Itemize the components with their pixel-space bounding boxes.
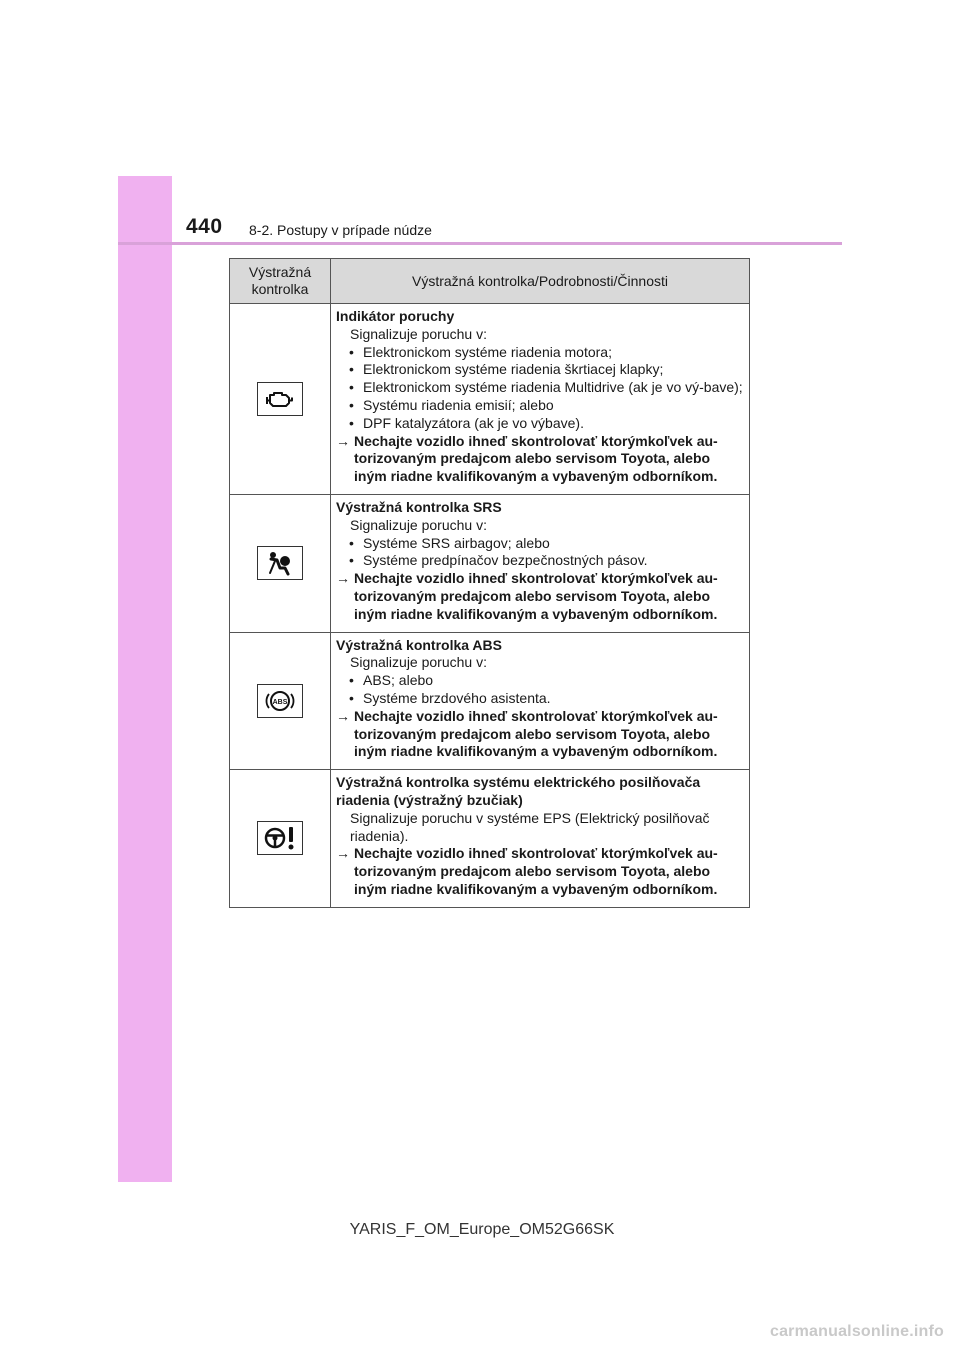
details-cell [331, 770, 750, 908]
arrow-right-icon: → [336, 432, 350, 449]
row-title: Výstražná kontrolka SRS [336, 498, 502, 515]
watermark: carmanualsonline.info [769, 1323, 944, 1340]
table-row [230, 770, 750, 908]
row-title: Výstražná kontrolka ABS [336, 636, 502, 653]
arrow-right-icon: → [336, 570, 350, 587]
header-divider [118, 242, 842, 245]
action-text: Nechajte vozidlo ihneď skontrolovať ktorýmkoľvek au-torizovaným predajcom alebo servisom Toyota, alebo iným riadne kvalifikovaným a vybaveným odborníkom. [354, 570, 718, 622]
list-item: • ABS; alebo [336, 672, 745, 690]
table-row [230, 632, 750, 770]
list-item: • Elektronickom systéme riadenia Multidrive (ak je vo vý-bave); [336, 379, 745, 397]
row-intro: Signalizuje poruchu v: [350, 516, 487, 533]
chapter-title: 8-2. Postupy v prípade núdze [249, 222, 432, 238]
action-text: Nechajte vozidlo ihneď skontrolovať ktorýmkoľvek au-torizovaným predajcom alebo servisom Toyota, alebo iným riadne kvalifikovaným a vybaveným odborníkom. [354, 432, 718, 485]
bullet-list [336, 535, 745, 571]
list-item: • Elektronickom systéme riadenia škrtiacej klapky; [336, 361, 745, 379]
action-text: Nechajte vozidlo ihneď skontrolovať ktorýmkoľvek au-torizovaným predajcom alebo servisom Toyota, alebo iným riadne kvalifikovaným a vybaveným odborníkom. [354, 845, 718, 897]
table-row [230, 304, 750, 495]
details-cell [331, 304, 750, 495]
row-intro: Signalizuje poruchu v: [350, 654, 487, 671]
page-number: 440 [186, 215, 223, 238]
icon-cell [230, 770, 331, 908]
abs-icon-label: ABS [272, 698, 288, 706]
icon-cell [230, 304, 331, 495]
srs-airbag-icon [257, 546, 303, 580]
list-item: • DPF katalyzátora (ak je vo výbave). [336, 415, 745, 433]
table-row [230, 494, 750, 632]
abs-icon [257, 684, 303, 718]
table-header-row [230, 259, 750, 304]
list-item: • Systému riadenia emisií; alebo [336, 397, 745, 415]
action-instruction [336, 433, 745, 486]
icon-cell [230, 494, 331, 632]
list-item: • Systéme SRS airbagov; alebo [336, 535, 745, 553]
action-instruction [336, 570, 745, 623]
details-cell [331, 494, 750, 632]
details-cell [331, 632, 750, 770]
row-title: Výstražná kontrolka systému elektrického posilňovača riadenia (výstražný bzučiak) [336, 774, 701, 808]
column-header-icon: Výstražná kontrolka [230, 259, 331, 304]
warning-lights-table [229, 258, 750, 908]
chapter-side-band [118, 176, 172, 1182]
icon-cell [230, 632, 331, 770]
engine-check-icon [257, 382, 303, 416]
arrow-right-icon: → [336, 707, 350, 724]
bullet-list [336, 344, 745, 433]
row-intro: Signalizuje poruchu v: [350, 325, 487, 342]
list-item: • Systéme predpínačov bezpečnostných pásov. [336, 552, 745, 570]
list-item: • Systéme brzdového asistenta. [336, 690, 745, 708]
action-instruction [336, 708, 745, 761]
bullet-list [336, 672, 745, 708]
document-code-text: YARIS_F_OM_Europe_OM52G66SK [349, 1221, 615, 1238]
action-text: Nechajte vozidlo ihneď skontrolovať ktorýmkoľvek au-torizovaným predajcom alebo servisom Toyota, alebo iným riadne kvalifikovaným a vybaveným odborníkom. [354, 707, 718, 760]
eps-steering-icon [257, 821, 303, 855]
row-title: Indikátor poruchy [336, 308, 455, 324]
document-code [0, 1221, 960, 1239]
list-item: • Elektronickom systéme riadenia motora; [336, 344, 745, 362]
arrow-right-icon: → [336, 845, 350, 862]
column-header-details: Výstražná kontrolka/Podrobnosti/Činnosti [331, 259, 750, 304]
action-instruction [336, 845, 745, 898]
row-intro: Signalizuje poruchu v systéme EPS (Elektrický posilňovač riadenia). [350, 809, 710, 844]
